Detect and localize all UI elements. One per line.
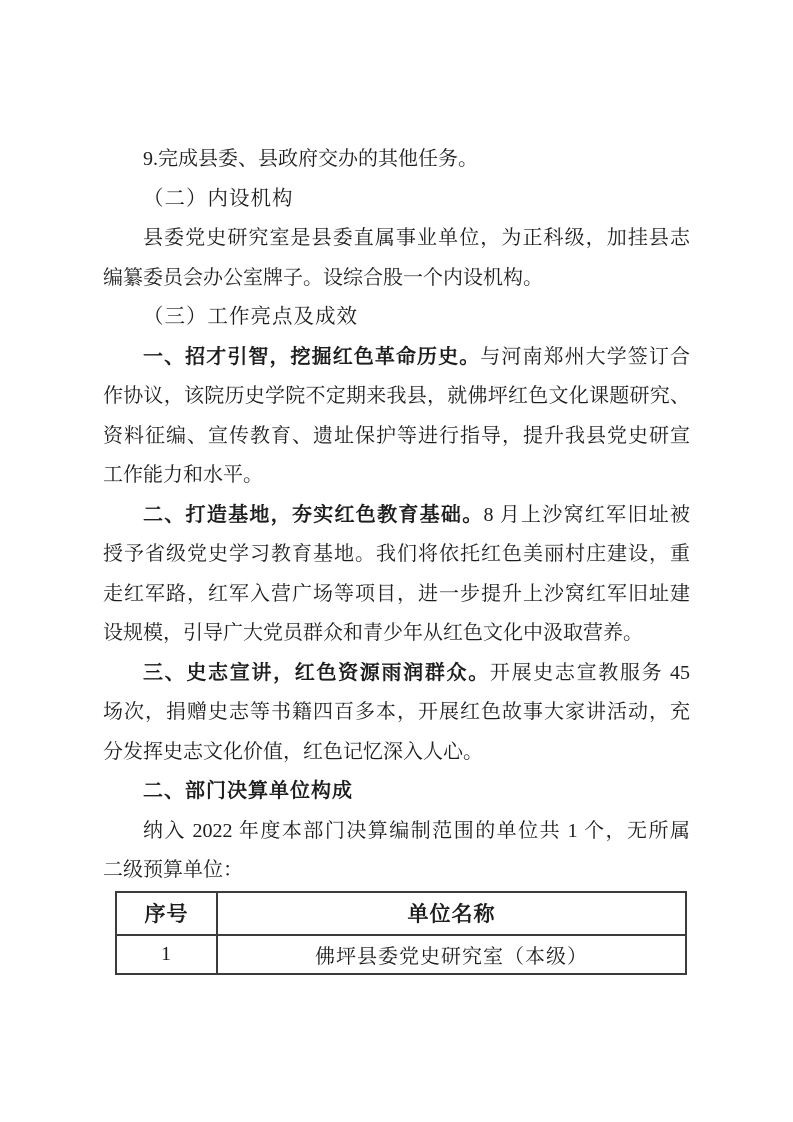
paragraph-highlight-3-line-2: 场次，捐赠史志等书籍四百多本，开展红色故事大家讲活动，充 [103, 701, 690, 723]
cell-unit-name: 佛坪县委党史研究室（本级） [217, 935, 686, 974]
table-row [116, 935, 686, 974]
paragraph-highlight-2-line-3: 走红军路，红军入营广场等项目，进一步提升上沙窝红军旧址建 [103, 582, 690, 605]
highlight-1-text: 与河南郑州大学签订合 [480, 345, 690, 368]
heading-dept-final-accounts-composition: 二、部门决算单位构成 [143, 780, 353, 802]
subheading-work-highlights: （三）工作亮点及成效 [143, 306, 358, 328]
paragraph-highlight-3-line-1 [103, 654, 690, 694]
paragraph-highlight-1-line-3: 资料征编、宣传教育、遗址保护等进行指导，提升我县党史研宣 [103, 424, 690, 447]
table-header-seq: 序号 [116, 892, 217, 935]
highlight-2-bold-lead: 二、打造基地，夯实红色教育基础。 [143, 503, 484, 526]
paragraph-highlight-2-line-4: 设规模，引导广大党员群众和青少年从红色文化中汲取营养。 [103, 622, 643, 644]
cell-seq: 1 [116, 935, 217, 974]
paragraph-highlight-1-line-2: 作协议，该院历史学院不定期来我县，就佛坪红色文化课题研究、 [103, 385, 690, 407]
paragraph-highlight-1-line-4: 工作能力和水平。 [103, 464, 263, 486]
highlight-3-text: 开展史志宣教服务 45 [489, 661, 690, 684]
table-header-unit-name: 单位名称 [217, 892, 686, 935]
highlight-3-bold-lead: 三、史志宣讲，红色资源雨润群众。 [143, 661, 490, 684]
highlight-2-text: 8 月上沙窝红军旧址被 [483, 503, 690, 526]
paragraph-highlight-2-line-2: 授予省级党史学习教育基地。我们将依托红色美丽村庄建设，重 [103, 543, 690, 565]
paragraph-unit-scope-line-2: 二级预算单位： [103, 859, 243, 881]
subheading-internal-structure: （二）内设机构 [143, 187, 294, 210]
paragraph-highlight-1-line-1 [103, 338, 690, 378]
highlight-1-bold-lead: 一、招才引智，挖掘红色革命历史。 [143, 345, 481, 368]
task-item-9: 9.完成县委、县政府交办的其他任务。 [143, 148, 478, 170]
paragraph-highlight-3-line-3: 分发挥史志文化价值，红色记忆深入人心。 [103, 740, 483, 763]
paragraph-unit-scope-line-1: 纳入 2022 年度本部门决算编制范围的单位共 1 个，无所属 [143, 819, 690, 842]
unit-table-header-row [116, 892, 686, 935]
document-content [103, 140, 690, 975]
paragraph-highlight-2-line-1 [103, 496, 690, 536]
paragraph-internal-structure-line-1: 县委党史研究室是县委直属事业单位，为正科级，加挂县志 [143, 227, 690, 249]
paragraph-internal-structure-line-2: 编纂委员会办公室牌子。设综合股一个内设机构。 [103, 266, 543, 289]
unit-table [115, 891, 687, 975]
